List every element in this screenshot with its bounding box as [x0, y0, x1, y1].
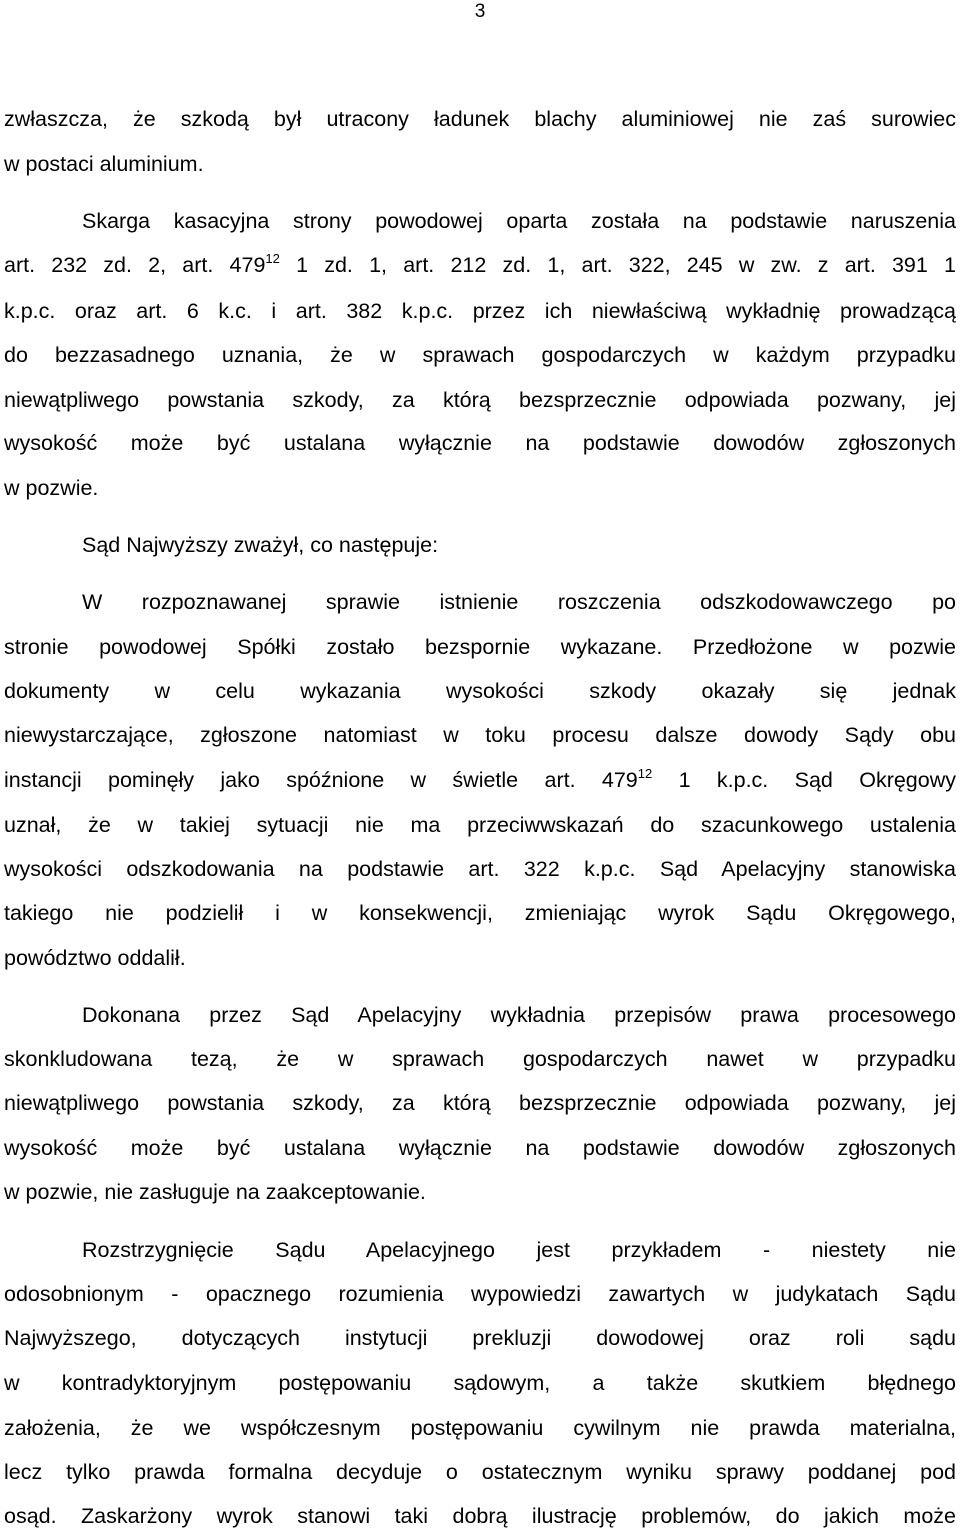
text-line: w pozwie. — [4, 476, 99, 500]
text-line-with-superscript — [4, 765, 956, 795]
line-text-after: 1 k.p.c. Sąd Okręgowy — [652, 768, 956, 792]
text-line: osąd. Zaskarżony wyrok stanowi taki dobrą ilustrację problemów, do jakich może — [4, 1504, 956, 1528]
text-line: niewątpliwego powstania szkody, za którą bezsprzecznie odpowiada pozwany, jej — [4, 388, 956, 412]
text-line: uznał, że w takiej sytuacji nie ma przeciwwskazań do szacunkowego ustalenia — [4, 813, 956, 837]
text-line: wysokość może być ustalana wyłącznie na podstawie dowodów zgłoszonych — [4, 431, 956, 455]
text-line: k.p.c. oraz art. 6 k.c. i art. 382 k.p.c. przez ich niewłaściwą wykładnię prowadzącą — [4, 299, 956, 323]
text-line: niewątpliwego powstania szkody, za którą bezsprzecznie odpowiada pozwany, jej — [4, 1091, 956, 1115]
text-line: Rozstrzygnięcie Sądu Apelacyjnego jest przykładem - niestety nie — [82, 1238, 956, 1262]
text-line: odosobnionym - opacznego rozumienia wypowiedzi zawartych w judykatach Sądu — [4, 1282, 956, 1306]
text-line: w kontradyktoryjnym postępowaniu sądowym, a także skutkiem błędnego — [4, 1371, 956, 1395]
text-line: założenia, że we współczesnym postępowaniu cywilnym nie prawda materialna, — [4, 1416, 956, 1440]
superscript: 12 — [265, 251, 280, 266]
line-text-before: instancji pominęły jako spóźnione w świetle art. 479 — [4, 768, 638, 792]
text-line: dokumenty w celu wykazania wysokości szkody okazały się jednak — [4, 679, 956, 703]
text-line: w pozwie, nie zasługuje na zaakceptowanie. — [4, 1180, 426, 1204]
section-heading: Sąd Najwyższy zważył, co następuje: — [82, 533, 439, 557]
text-line: wysokość może być ustalana wyłącznie na podstawie dowodów zgłoszonych — [4, 1136, 956, 1160]
text-line: w postaci aluminium. — [4, 152, 204, 176]
line-text-before: art. 232 zd. 2, art. 479 — [4, 253, 266, 277]
text-line: Dokonana przez Sąd Apelacyjny wykładnia przepisów prawa procesowego — [82, 1003, 956, 1027]
text-line: zwłaszcza, że szkodą był utracony ładunek blachy aluminiowej nie zaś surowiec — [4, 107, 956, 131]
text-line: powództwo oddalił. — [4, 946, 186, 970]
text-line: lecz tylko prawda formalna decyduje o ostatecznym wyniku sprawy poddanej pod — [4, 1460, 956, 1484]
text-line: niewystarczające, zgłoszone natomiast w toku procesu dalsze dowody Sądy obu — [4, 723, 956, 747]
line-text-after: 1 zd. 1, art. 212 zd. 1, art. 322, 245 w zw. z art. 391 1 — [279, 253, 956, 277]
text-line: Skarga kasacyjna strony powodowej oparta została na podstawie naruszenia — [82, 209, 956, 233]
text-line: stronie powodowej Spółki zostało bezspornie wykazane. Przedłożone w pozwie — [4, 635, 956, 659]
page-number: 3 — [474, 1, 486, 22]
text-line: W rozpoznawanej sprawie istnienie roszczenia odszkodowawczego po — [82, 590, 956, 614]
text-line: takiego nie podzielił i w konsekwencji, zmieniając wyrok Sądu Okręgowego, — [4, 901, 956, 925]
text-line: wysokości odszkodowania na podstawie art. 322 k.p.c. Sąd Apelacyjny stanowiska — [4, 857, 956, 881]
text-line: skonkludowana tezą, że w sprawach gospodarczych nawet w przypadku — [4, 1047, 956, 1071]
text-line: Najwyższego, dotyczących instytucji prekluzji dowodowej oraz roli sądu — [4, 1326, 956, 1350]
text-line-with-superscript — [4, 250, 956, 280]
superscript: 12 — [637, 766, 653, 781]
text-line: do bezzasadnego uznania, że w sprawach gospodarczych w każdym przypadku — [4, 343, 956, 367]
